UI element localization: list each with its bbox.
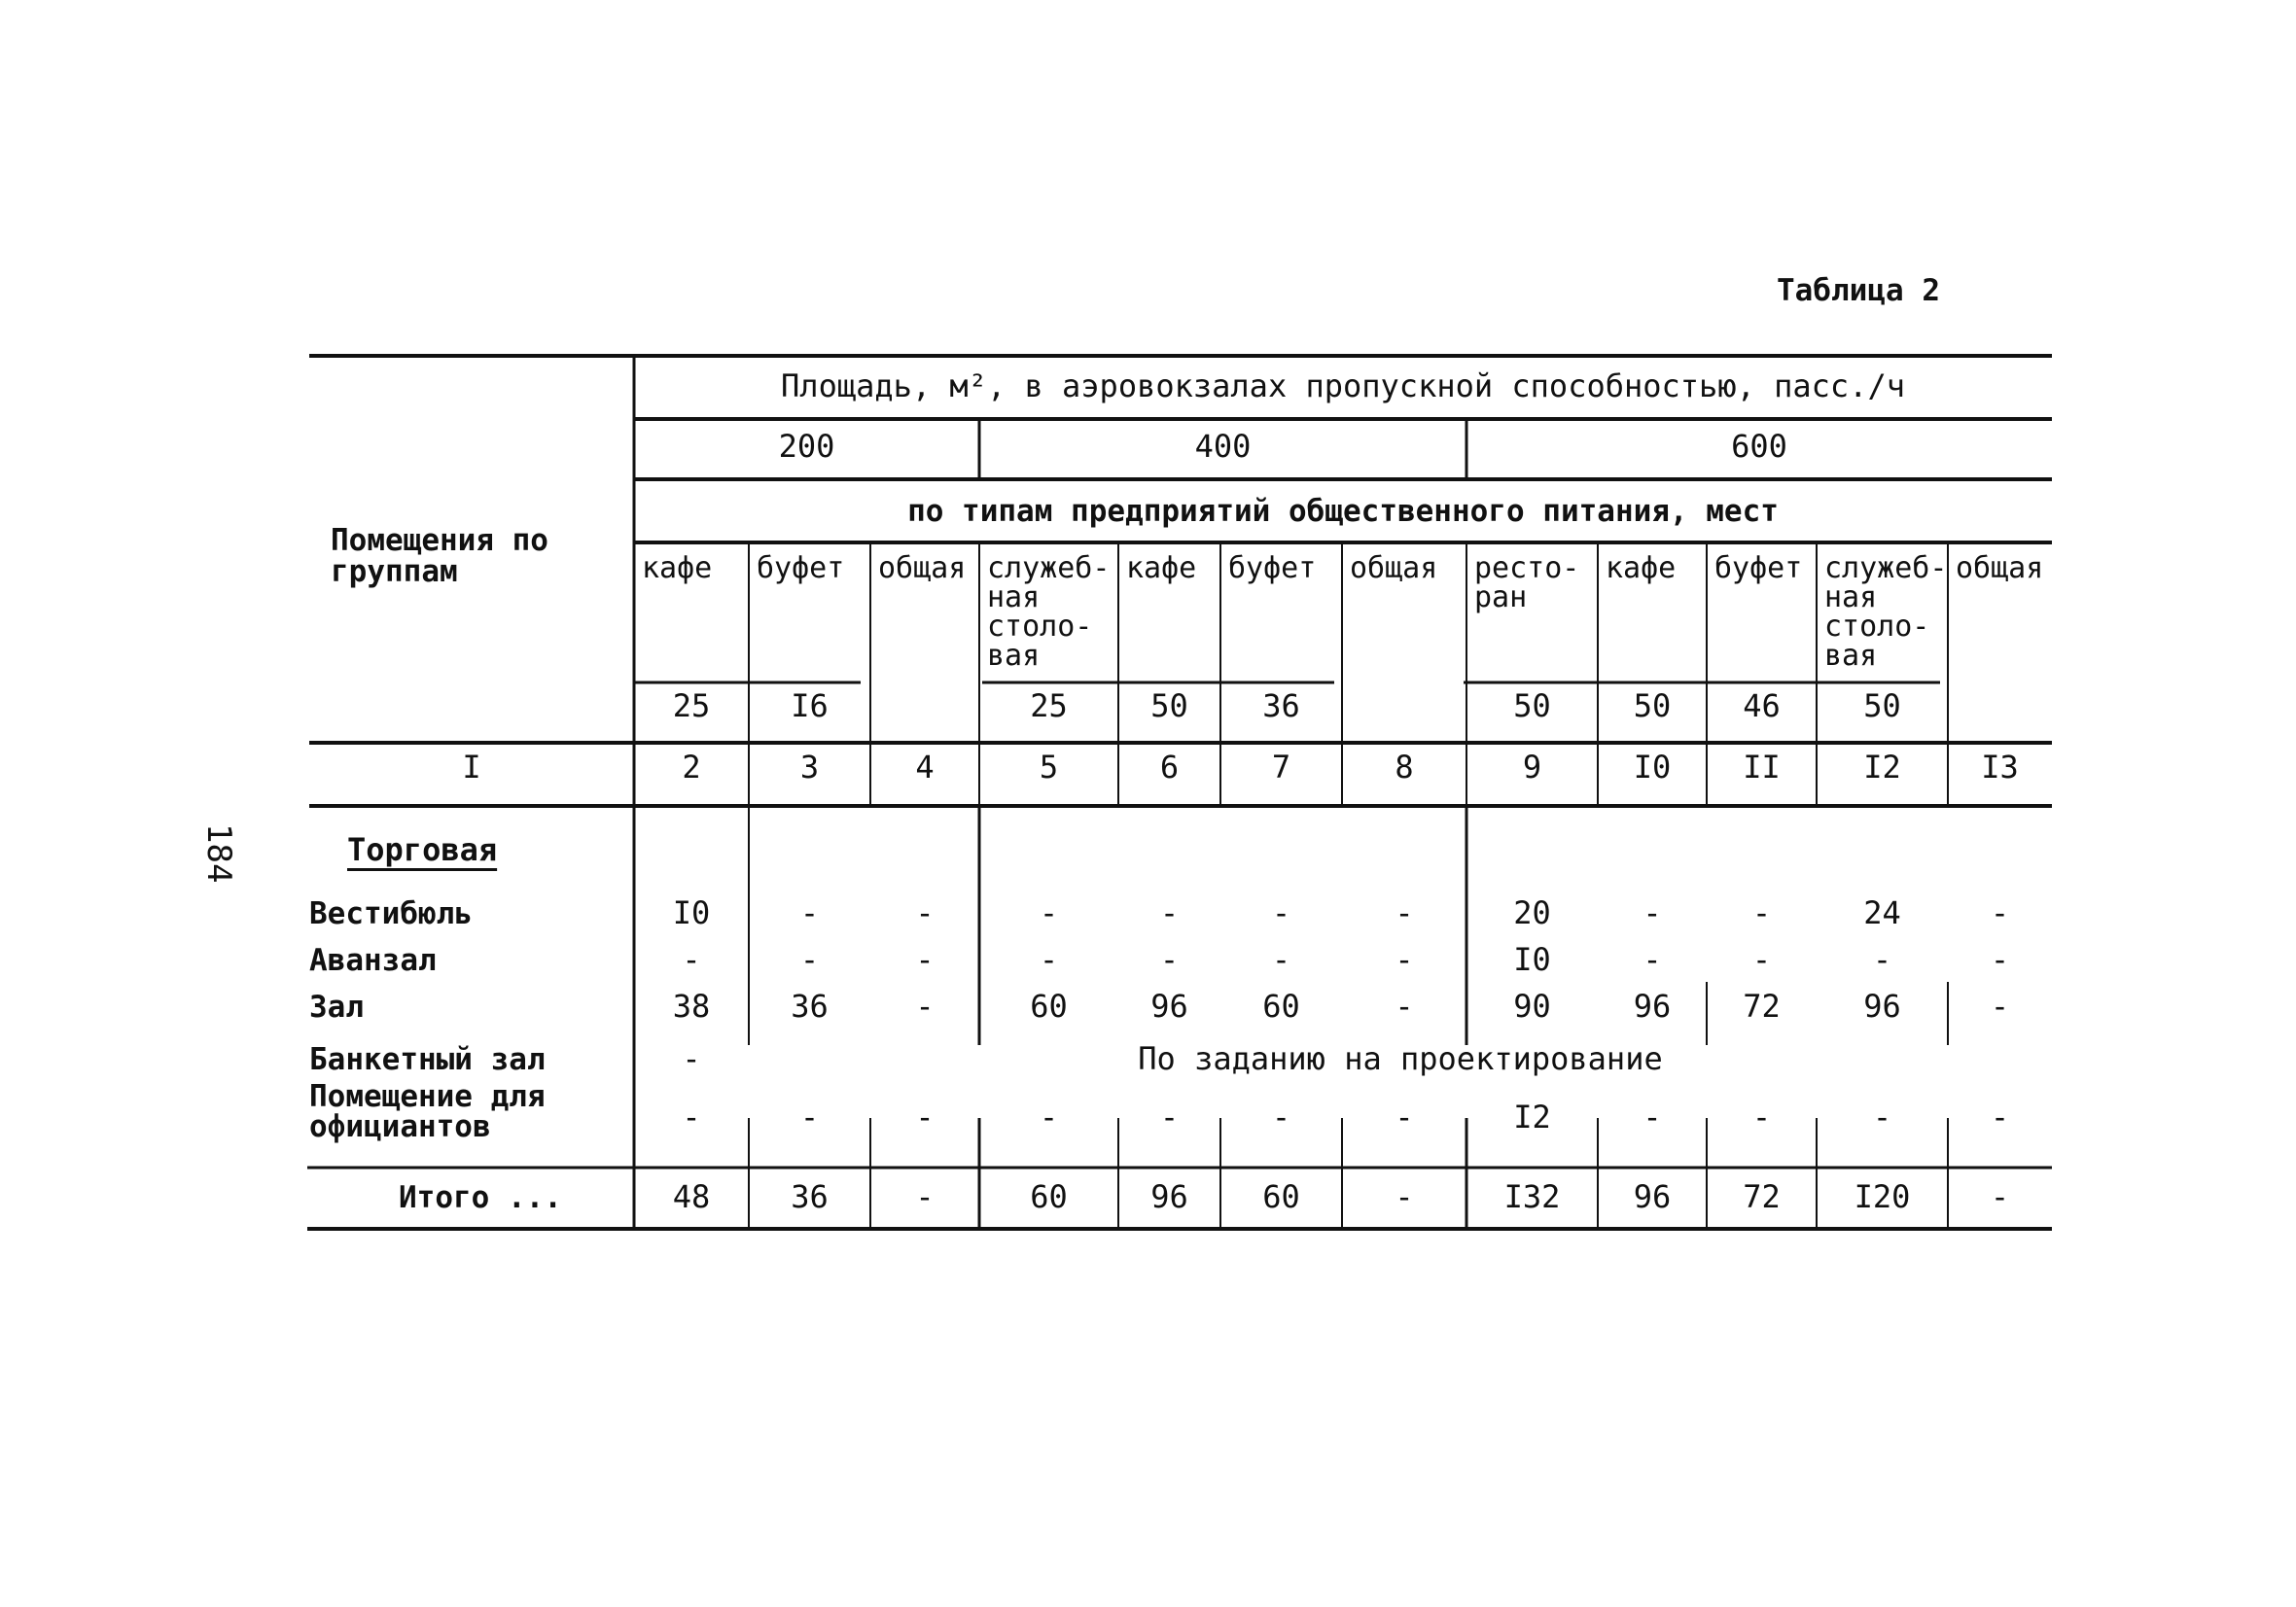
- table-cell: -: [1990, 988, 2010, 1025]
- table-cell: -: [682, 941, 701, 978]
- table-cell: I0: [1513, 941, 1551, 978]
- type-header-seats: I6: [791, 687, 829, 724]
- total-cell: I32: [1503, 1178, 1561, 1215]
- type-header-seats: 46: [1743, 687, 1781, 724]
- column-number: 3: [799, 749, 820, 786]
- column-number: 4: [915, 749, 935, 786]
- table-cell: -: [1271, 894, 1291, 931]
- table-cell: -: [1751, 894, 1772, 931]
- table-cell: -: [1990, 1099, 2010, 1135]
- type-header-label: кафе: [1126, 551, 1197, 585]
- type-header-label: служеб- ная столо- вая: [987, 551, 1111, 673]
- banquet-note: По заданию на проектирование: [1138, 1040, 1663, 1077]
- total-label: Итого ...: [399, 1180, 562, 1215]
- table-cell: 96: [1150, 988, 1188, 1025]
- area-title: Площадь, м², в аэровокзалах пропускной способностью, пасс./ч: [781, 367, 1905, 404]
- table-cell: -: [1039, 894, 1059, 931]
- type-header-label: буфет: [757, 551, 845, 585]
- total-cell: 60: [1030, 1178, 1068, 1215]
- type-header-seats: 50: [1863, 687, 1901, 724]
- table-cell: -: [1990, 941, 2010, 978]
- table-cell: -: [1395, 1099, 1414, 1135]
- table-cell: 24: [1863, 894, 1901, 931]
- table-cell: -: [1039, 1099, 1059, 1135]
- total-cell: -: [1395, 1178, 1414, 1215]
- table-cell: -: [799, 1099, 820, 1135]
- type-header-label: ресто- ран: [1474, 551, 1580, 614]
- total-cell: 36: [791, 1178, 829, 1215]
- total-cell: I20: [1854, 1178, 1911, 1215]
- table-cell: -: [1751, 1099, 1772, 1135]
- type-header-label: общая: [1956, 551, 2044, 585]
- table-cell: -: [915, 894, 935, 931]
- table-cell: -: [1643, 941, 1662, 978]
- table-title: Таблица 2: [1777, 273, 1940, 308]
- type-header-label: общая: [878, 551, 967, 585]
- table-cell: 20: [1513, 894, 1551, 931]
- type-header-label: кафе: [642, 551, 713, 585]
- column-number: II: [1743, 749, 1781, 786]
- column-number: I3: [1981, 749, 2019, 786]
- total-cell: 48: [672, 1178, 711, 1215]
- table-cell: -: [1039, 941, 1059, 978]
- type-header-seats: 50: [1513, 687, 1551, 724]
- column-number: 7: [1271, 749, 1291, 786]
- table-cell: 38: [672, 988, 711, 1025]
- table-cell: -: [682, 1099, 701, 1135]
- table-cell: -: [1159, 1099, 1180, 1135]
- table-cell: -: [799, 941, 820, 978]
- table-cell: 72: [1743, 988, 1781, 1025]
- type-header-seats: 50: [1633, 687, 1672, 724]
- table-cell: 96: [1633, 988, 1672, 1025]
- type-header-seats: 25: [1030, 687, 1068, 724]
- table-cell: -: [1271, 1099, 1291, 1135]
- total-cell: -: [915, 1178, 935, 1215]
- total-cell: 96: [1633, 1178, 1672, 1215]
- type-header-seats: 50: [1150, 687, 1188, 724]
- table-cell: 90: [1513, 988, 1551, 1025]
- type-header-label: кафе: [1606, 551, 1677, 585]
- table-cell: 60: [1262, 988, 1300, 1025]
- capacity-200: 200: [778, 428, 835, 465]
- table-cell: -: [1271, 941, 1291, 978]
- column-number: 5: [1039, 749, 1059, 786]
- row-label: Вестибюль: [309, 896, 473, 931]
- table-cell: -: [915, 941, 935, 978]
- table-cell: -: [1990, 894, 2010, 931]
- total-cell: 60: [1262, 1178, 1300, 1215]
- column-number: 2: [682, 749, 701, 786]
- column-number: 9: [1522, 749, 1542, 786]
- type-header-label: буфет: [1714, 551, 1803, 585]
- table-cell: -: [1643, 1099, 1662, 1135]
- group-title: Торговая: [347, 831, 498, 868]
- table-cell: I0: [672, 894, 711, 931]
- capacity-400: 400: [1194, 428, 1252, 465]
- row-label: Зал: [309, 990, 364, 1025]
- column-number: I: [462, 749, 481, 786]
- table-cell: -: [1751, 941, 1772, 978]
- row-label: Аванзал: [309, 943, 437, 978]
- row-label: Банкетный зал: [309, 1042, 546, 1077]
- table-cell: -: [915, 988, 935, 1025]
- column-number: I0: [1633, 749, 1672, 786]
- column-number: 8: [1395, 749, 1414, 786]
- table-cell: -: [1159, 941, 1180, 978]
- column-number: I2: [1863, 749, 1901, 786]
- type-header-label: общая: [1350, 551, 1438, 585]
- table-cell: -: [1643, 894, 1662, 931]
- total-cell: 72: [1743, 1178, 1781, 1215]
- total-cell: -: [1990, 1178, 2010, 1215]
- type-header-seats: 25: [672, 687, 711, 724]
- page-number: 184: [199, 823, 238, 884]
- table-cell: -: [682, 1040, 701, 1077]
- row-label: Помещение для официантов: [309, 1079, 546, 1144]
- table-cell: 60: [1030, 988, 1068, 1025]
- table-cell: -: [1395, 894, 1414, 931]
- table-cell: -: [799, 894, 820, 931]
- table-cell: -: [1159, 894, 1180, 931]
- rooms-header: Помещения по группам: [331, 523, 548, 589]
- total-cell: 96: [1150, 1178, 1188, 1215]
- type-header-label: служеб- ная столо- вая: [1824, 551, 1948, 673]
- table-cell: 96: [1863, 988, 1901, 1025]
- types-title: по типам предприятий общественного питания, мест: [907, 494, 1779, 529]
- table-cell: -: [1872, 1099, 1892, 1135]
- table-cell: -: [1395, 988, 1414, 1025]
- table-cell: -: [915, 1099, 935, 1135]
- column-number: 6: [1159, 749, 1180, 786]
- capacity-600: 600: [1731, 428, 1787, 465]
- type-header-label: буфет: [1228, 551, 1317, 585]
- type-header-seats: 36: [1262, 687, 1300, 724]
- table-cell: -: [1872, 941, 1892, 978]
- table-cell: -: [1395, 941, 1414, 978]
- table-cell: 36: [791, 988, 829, 1025]
- table-cell: I2: [1513, 1099, 1551, 1135]
